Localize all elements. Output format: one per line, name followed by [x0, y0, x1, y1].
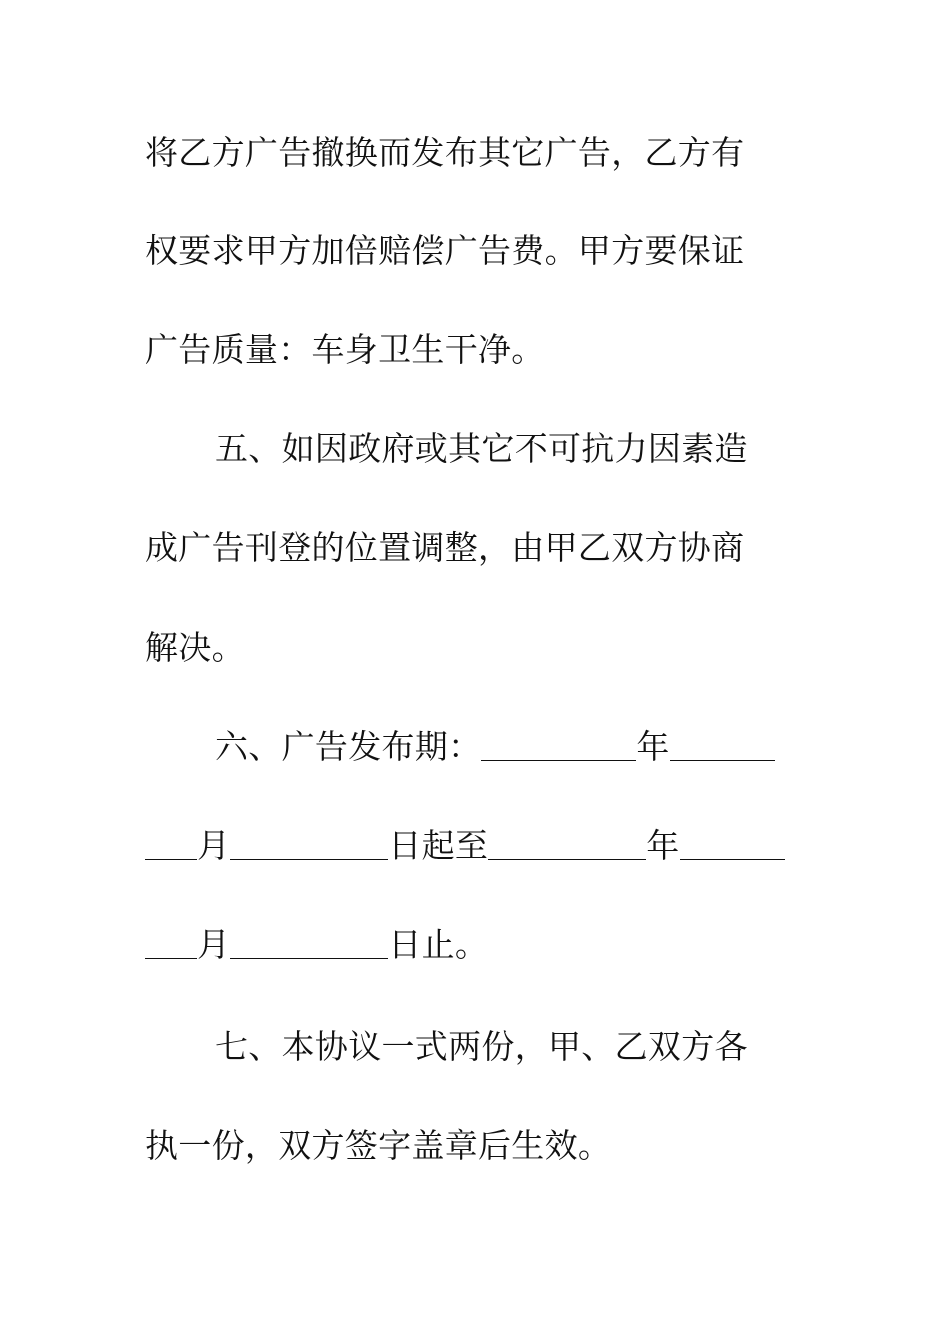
- paragraph-line: [145, 226, 805, 276]
- end-month-blank-continued[interactable]: [145, 957, 197, 959]
- month-blank-continued[interactable]: [145, 858, 197, 860]
- end-label: 日止。: [388, 925, 489, 964]
- year-label: 年: [636, 727, 670, 766]
- end-year-blank[interactable]: [488, 858, 646, 860]
- line-text: 执一份，双方签字盖章后生效。: [145, 1126, 612, 1165]
- paragraph-line: [145, 623, 805, 673]
- date-line: [145, 920, 805, 970]
- clause-six-line: [215, 722, 875, 772]
- line-text: 权要求甲方加倍赔偿广告费。甲方要保证: [145, 231, 745, 270]
- line-text: 七、本协议一式两份，甲、乙双方各: [215, 1027, 748, 1066]
- day-blank[interactable]: [230, 858, 388, 860]
- date-line: [145, 821, 805, 871]
- start-label: 日起至: [388, 826, 489, 865]
- paragraph-line: [145, 523, 805, 573]
- end-month-blank-start[interactable]: [680, 858, 785, 860]
- month-label: 月: [197, 826, 231, 865]
- paragraph-line: [145, 325, 805, 375]
- line-text: 成广告刊登的位置调整，由甲乙双方协商: [145, 528, 745, 567]
- end-day-blank[interactable]: [230, 957, 388, 959]
- clause-five-line: [215, 424, 875, 474]
- month-label: 月: [197, 925, 231, 964]
- paragraph-line: [145, 128, 805, 178]
- line-text: 广告质量：车身卫生干净。: [145, 330, 545, 369]
- month-blank-start[interactable]: [670, 759, 775, 761]
- line-text: 解决。: [145, 628, 245, 667]
- year-blank[interactable]: [481, 759, 636, 761]
- line-text: 将乙方广告撤换而发布其它广告，乙方有: [145, 133, 745, 172]
- line-text: 六、广告发布期：: [215, 727, 482, 766]
- year-label: 年: [646, 826, 680, 865]
- paragraph-line: [145, 1121, 805, 1171]
- clause-seven-line: [215, 1022, 875, 1072]
- line-text: 五、如因政府或其它不可抗力因素造: [215, 429, 748, 468]
